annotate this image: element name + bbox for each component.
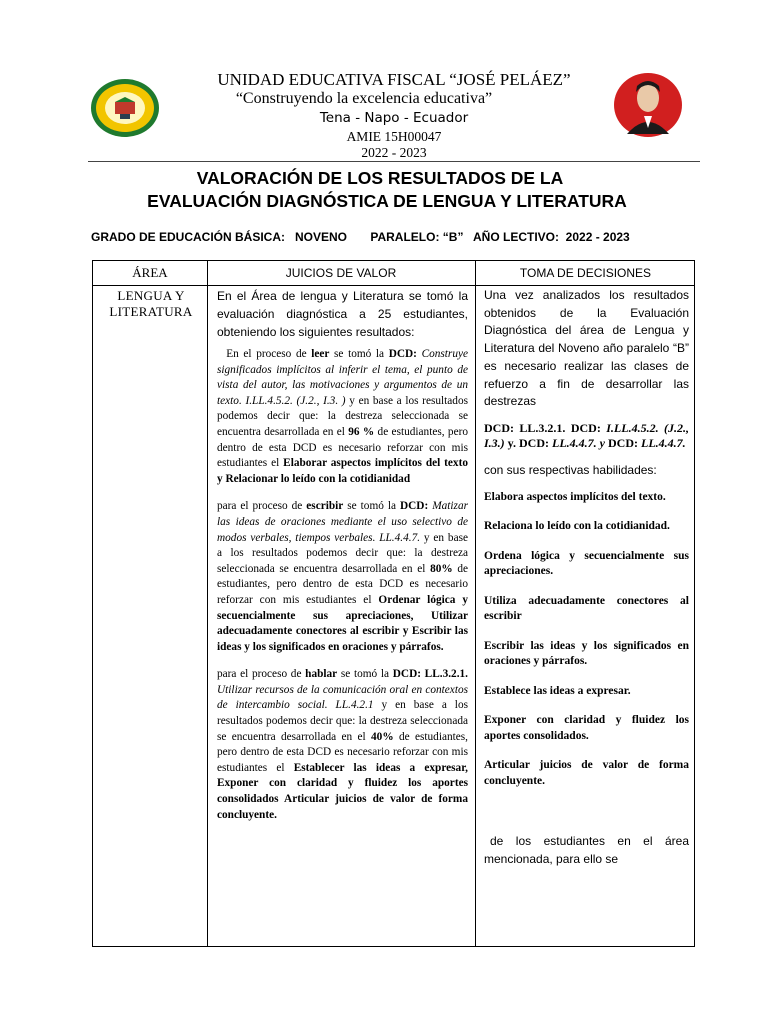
- juicio-leer: En el proceso de leer se tomó la DCD: Construye significados implícitos al inferir el tema, el punto de vista del autor, las motivaciones y argumentos de un texto. I.LL.4.5.2. (J.2., I.3. ) y en base a los resultados podemos decir que: la destreza seleccionada se encuentra desarrollada en el 96 % de estudiantes, pero dentro de esta DCD es necesario reforzar con mis estudiantes el Elaborar aspectos implícitos del texto y Relacionar lo leído con la cotidianidad: [217, 348, 469, 485]
- school-location: Tena - Napo - Ecuador: [319, 110, 469, 126]
- skill-item: Ordena lógica y secuencialmente sus apreciaciones.: [484, 549, 689, 578]
- table-col-divider: [475, 261, 476, 946]
- table-header-divider: [93, 285, 694, 286]
- col-header-area: ÁREA: [132, 265, 168, 280]
- table-col-divider: [207, 261, 208, 946]
- juicio-escribir: para el proceso de escribir se tomó la DCD: Matizar las ideas de oraciones mediante el uso selectivo de modos verbales, tiempos verbales. LL.4.4.7. y en base a los resultados podemos decir que: la destreza seleccionada se encuentra desarrollada en el 80% de estudiantes, pero dentro de esta DCD es necesario reforzar con mis estudiantes el Ordenar lógica y secuencialmente sus apreciaciones, Utilizar adecuadamente conectores al escribir y Escribir las ideas y los significados en oraciones y párrafos.: [217, 500, 469, 653]
- toma-closing: de los estudiantes en el área mencionada, para ello se: [484, 834, 689, 866]
- juicios-intro: En el Área de lengua y Literatura se tomó la evaluación diagnóstica a 25 estudiantes, obteniendo los siguientes resultados:: [217, 289, 468, 339]
- school-name: UNIDAD EDUCATIVA FISCAL “JOSÉ PELÁEZ”: [217, 70, 571, 89]
- skill-item: Utiliza adecuadamente conectores al escribir: [484, 594, 689, 623]
- col-header-juicios: JUICIOS DE VALOR: [285, 266, 397, 280]
- juicios-cell: [217, 287, 468, 835]
- skill-item: Relaciona lo leído con la cotidianidad.: [484, 520, 670, 533]
- toma-intro: Una vez analizados los resultados obtenidos de la Evaluación Diagnóstica del área de Lengua y Literatura del Noveno año paralelo “B” es necesario realizar las clases de refuerzo a fin de desarrollar las destrezas: [484, 288, 689, 409]
- toma-cell: [484, 287, 689, 879]
- school-motto: “Construyendo la excelencia educativa”: [235, 90, 493, 107]
- document-title-line2: EVALUACIÓN DIAGNÓSTICA DE LENGUA Y LITERATURA: [147, 191, 627, 211]
- header-divider: [88, 161, 700, 162]
- skill-item: Exponer con claridad y fluidez los aportes consolidados.: [484, 714, 689, 742]
- grade-info: GRADO DE EDUCACIÓN BÁSICA: NOVENO PARALELO: “B” AÑO LECTIVO: 2022 - 2023: [91, 230, 630, 244]
- col-header-toma: TOMA DE DECISIONES: [519, 266, 652, 280]
- evaluation-table: [92, 260, 695, 947]
- school-year: 2022 - 2023: [361, 145, 427, 160]
- area-cell: LENGUA Y LITERATURA: [109, 288, 193, 319]
- toma-dcd-list: DCD: LL.3.2.1. DCD: I.LL.4.5.2. (J.2., I.3.) y. DCD: LL.4.4.7. y DCD: LL.4.4.7.: [484, 420, 689, 451]
- amie-code: AMIE 15H00047: [346, 129, 442, 144]
- juicio-hablar: para el proceso de hablar se tomó la DCD: LL.3.2.1. Utilizar recursos de la comunicación oral en contextos de intercambio social. LL.4.2.1 y en base a los resultados podemos decir que: la destreza seleccionada se encuentra desarrollada en el 40% de estudiantes, pero dentro de esta DCD es necesario reforzar con mis estudiantes el Establecer las ideas a expresar, Exponer con claridad y fluidez los aportes consolidados Articular juicios de valor de forma concluyente.: [217, 668, 468, 821]
- skill-item: Elabora aspectos implícitos del texto.: [484, 490, 666, 503]
- skill-item: Articular juicios de valor de forma concluyente.: [484, 759, 689, 787]
- toma-habilidades: con sus respectivas habilidades:: [484, 462, 657, 477]
- document-title-line1: VALORACIÓN DE LOS RESULTADOS DE LA: [196, 168, 564, 188]
- skill-item: Establece las ideas a expresar.: [484, 684, 631, 697]
- skill-item: Escribir las ideas y los significados en oraciones y párrafos.: [484, 639, 689, 668]
